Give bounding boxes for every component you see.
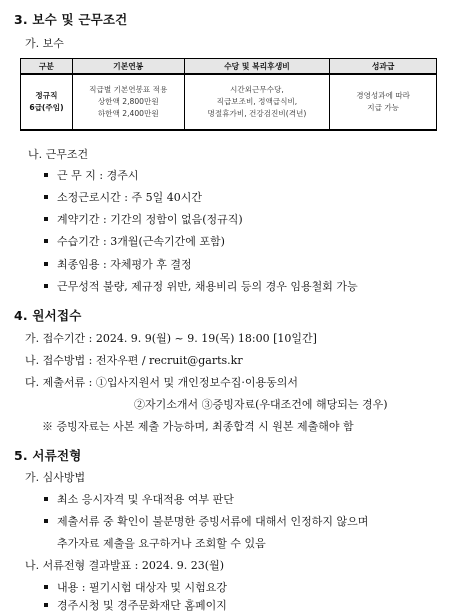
application-period: 가. 접수기간 : 2024. 9. 9(월) ~ 9. 19(목) 18:00 [10일간] (25, 332, 317, 345)
salary-line: 하한액 2,400만원 (97, 109, 159, 118)
allowance-line: 직급보조비, 정액급식비, (216, 97, 298, 106)
list-item-text: 근 무 지 : 경주시 (57, 169, 139, 182)
table-row (21, 74, 437, 130)
section-4-title: 4. 원서접수 (14, 308, 82, 323)
subheading-work-conditions: 나. 근무조건 (28, 148, 89, 161)
header-base-salary: 기본연봉 (72, 59, 184, 75)
allowances-cell (184, 74, 330, 130)
list-item (44, 579, 227, 595)
list-item-text: 경주시청 및 경주문화재단 홈페이지 (57, 599, 227, 612)
bullet-icon (44, 585, 48, 589)
list-item-text: 내용 : 필기시험 대상자 및 시험요강 (57, 581, 227, 594)
result-announcement: 나. 서류전형 결과발표 : 2024. 9. 23(월) (25, 559, 225, 572)
application-method: 나. 접수방법 : 전자우편 / recruit@garts.kr (25, 354, 243, 367)
grade-line: 6급(주임) (29, 103, 64, 112)
pay-table-header-row (21, 59, 437, 75)
grade-line: 정규직 (35, 91, 58, 100)
bonus-line: 지급 가능 (367, 103, 399, 112)
list-item-text: 제출서류 중 확인이 불분명한 증빙서류에 대해서 인정하지 않으며 (57, 515, 369, 528)
bullet-icon (44, 239, 48, 243)
bullet-icon (44, 195, 48, 199)
header-category: 구분 (21, 59, 73, 75)
list-item-text: 최소 응시자격 및 우대적용 여부 판단 (57, 493, 234, 506)
header-bonus: 성과급 (330, 59, 437, 75)
base-salary-cell (72, 74, 184, 130)
section-3-title: 3. 보수 및 근무조건 (14, 12, 128, 27)
list-item (44, 278, 358, 294)
header-allowances: 수당 및 복리후생비 (184, 59, 330, 75)
bullet-icon (44, 217, 48, 221)
required-documents: 다. 제출서류 : ①입사지원서 및 개인정보수집·이용동의서 (25, 376, 298, 389)
list-item (44, 211, 243, 227)
salary-line: 상한액 2,800만원 (97, 97, 159, 106)
bullet-icon (44, 284, 48, 288)
list-item-text: 최종임용 : 자체평가 후 결정 (57, 258, 192, 271)
list-item-text: 계약기간 : 기간의 정함이 없음(정규직) (57, 213, 243, 226)
bonus-cell (330, 74, 437, 130)
list-item (44, 256, 192, 272)
salary-line: 직급별 기본연봉표 적용 (89, 85, 168, 94)
list-item (44, 513, 368, 529)
list-item (44, 233, 225, 249)
list-item-text: 근무성적 불량, 제규정 위반, 채용비리 등의 경우 임용철회 가능 (57, 280, 358, 293)
bonus-line: 경영성과에 따라 (356, 91, 410, 100)
bullet-icon (44, 262, 48, 266)
bullet-icon (44, 173, 48, 177)
list-item-text: 수습기간 : 3개월(근속기간에 포함) (57, 235, 225, 248)
bullet-icon (44, 519, 48, 523)
bullet-icon (44, 603, 48, 607)
bullet-icon (44, 497, 48, 501)
required-documents-cont: ②자기소개서 ③증빙자료(우대조건에 해당되는 경우) (134, 398, 388, 411)
subheading-pay: 가. 보수 (25, 37, 64, 50)
pay-table (20, 58, 437, 130)
list-item-text: 소정근로시간 : 주 5일 40시간 (57, 191, 202, 204)
subheading-screening-method: 가. 심사방법 (25, 471, 86, 484)
evidence-note: ※ 증빙자료는 사본 제출 가능하며, 최종합격 시 원본 제출해야 함 (42, 420, 354, 433)
list-item (44, 491, 234, 507)
allowance-line: 명절휴가비, 건강검진비(격년) (207, 109, 307, 118)
section-5-title: 5. 서류전형 (14, 448, 82, 463)
list-item (44, 167, 138, 183)
grade-cell (21, 74, 73, 130)
list-item (44, 189, 202, 205)
allowance-line: 시간외근무수당, (230, 85, 284, 94)
list-item-continuation: 추가자료 제출을 요구하거나 조회할 수 있음 (57, 537, 266, 550)
